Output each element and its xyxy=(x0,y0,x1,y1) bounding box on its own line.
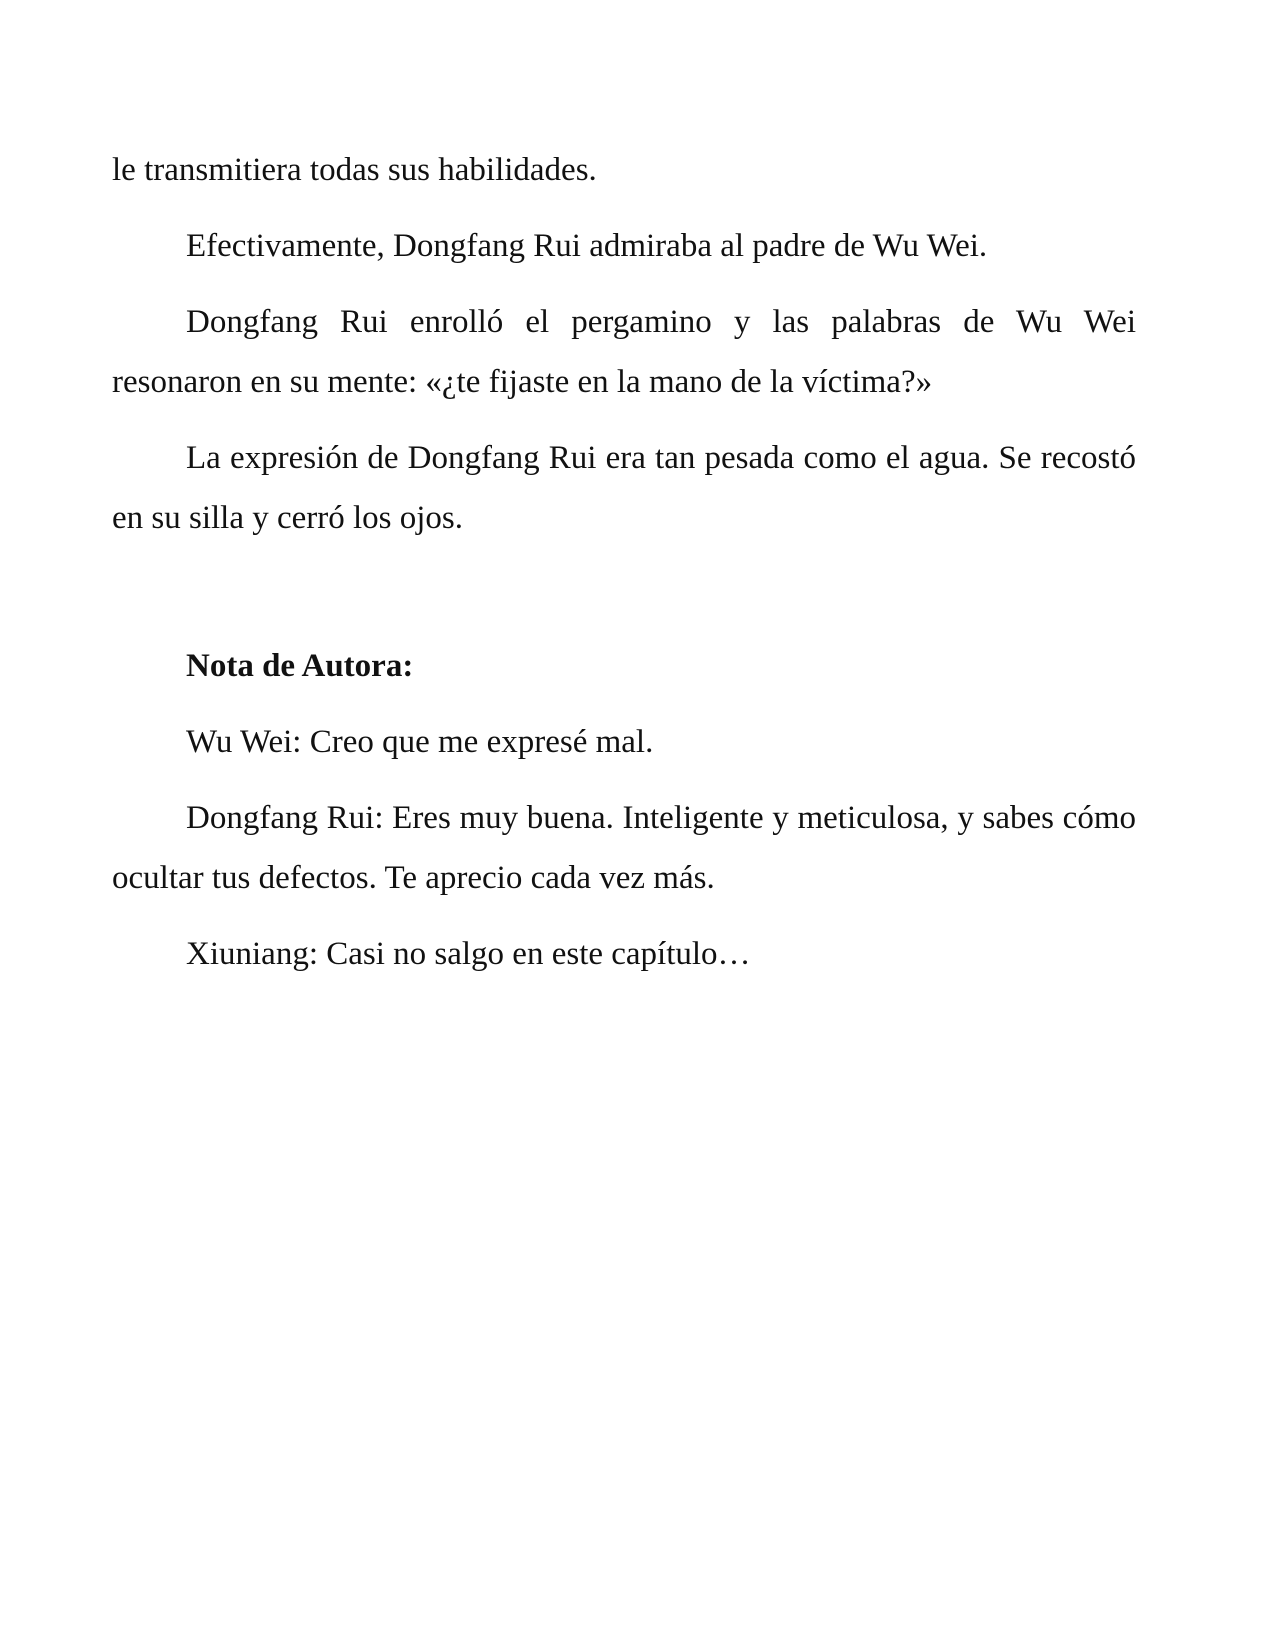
paragraph-1: le transmitiera todas sus habilidades. xyxy=(112,152,597,188)
document-page xyxy=(112,140,1136,1000)
section-spacer xyxy=(112,564,1136,636)
author-note-line-2: Dongfang Rui: Eres muy buena. Inteligente y meticulosa, y sabes cómo ocultar tus defectos. Te aprecio cada vez más. xyxy=(112,800,1136,896)
author-note-line-1: Wu Wei: Creo que me expresé mal. xyxy=(186,724,654,760)
author-note-heading: Nota de Autora: xyxy=(186,648,414,684)
paragraph-4: La expresión de Dongfang Rui era tan pesada como el agua. Se recostó en su silla y cerró los ojos. xyxy=(112,440,1136,536)
paragraph-2: Efectivamente, Dongfang Rui admiraba al padre de Wu Wei. xyxy=(186,228,988,264)
author-note-line-3: Xiuniang: Casi no salgo en este capítulo… xyxy=(186,936,751,972)
paragraph-3: Dongfang Rui enrolló el pergamino y las palabras de Wu Wei resonaron en su mente: «¿te fijaste en la mano de la víctima?» xyxy=(112,304,1136,400)
